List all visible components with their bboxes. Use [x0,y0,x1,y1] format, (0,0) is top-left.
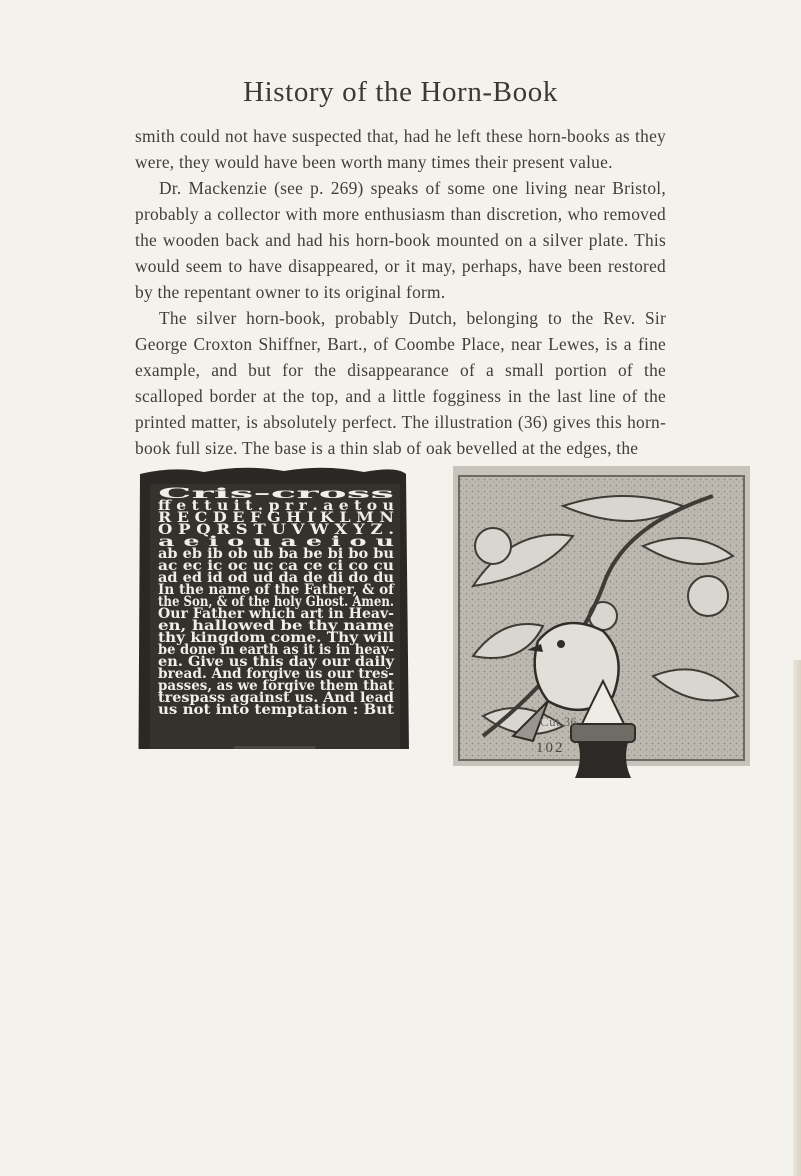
blackletter-line: Cris-cross [158,486,395,502]
blackletter-line: O P Q R S T U V W X Y Z . [158,522,394,538]
horn-book-back-figure [453,466,750,778]
blackletter-line: be done in earth as it is in heav- [158,642,395,658]
blackletter-line: trespass against us. And lead [158,690,395,706]
body-text [135,123,666,461]
carved-back-illustration [453,466,750,778]
blackletter-line: R E C D E F G H I K L M N [158,510,395,526]
blackletter-line: ab eb ib ob ub ba be bi bo bu [158,546,394,562]
blackletter-line: ff e t t u i t . p r r . a e t o u [158,498,394,514]
blackletter-line: thy kingdom come. Thy will [158,630,394,646]
blackletter-line: ac ec ic oc uc ca ce ci co cu [158,558,394,574]
blackletter-line: In the name of the Father, & of [158,582,395,598]
blackletter-line: the Son, & of the holy Ghost. Amen. [158,594,394,610]
horn-book-front-figure [134,464,418,749]
paragraph-3: The silver horn-book, probably Dutch, belonging to the Rev. Sir George Croxton Shiffner, Bart., of Coombe Place, near Lewes, is a fine example, and but for the disappearance of a small portion of the scalloped border at the top, and a little fogginess in the last line of the printed matter, is absolutely perfect. The illustration (36) gives this horn-book full size. The base is a thin slab of oak bevelled at the edges, the [135,308,666,458]
paragraph-1: smith could not have suspected that, had he left these horn-books as they were, they would have been worth many times their present value. [135,126,666,172]
page-number: 102 [536,740,565,756]
page-edge [793,660,801,1176]
blackletter-line: passes, as we forgive them that [158,678,395,694]
blackletter-line: a e i o u a e i o u [158,534,394,550]
blackletter-line: us not into temptation : But [158,702,395,718]
running-head: History of the Horn-Book [243,76,558,108]
blackletter-text-lines [158,486,395,718]
blackletter-line: bread. And forgive us our tres- [158,666,395,682]
figure-caption: Cut 36. [540,714,582,729]
blackletter-line: en. Give us this day our daily [158,654,395,670]
blackletter-line: Our Father which art in Heav- [158,606,395,622]
blackletter-line: ad ed id od ud da de di do du [158,570,394,586]
paragraph-2: Dr. Mackenzie (see p. 269) speaks of some one living near Bristol, probably a collector with more enthusiasm than discretion, who removed the wooden back and had his horn-book mounted on a silver plate. This would seem to have disappeared, or it may, perhaps, have been restored by the repentant owner to its original form. [135,178,666,302]
blackletter-line: en, hallowed be thy name [158,618,395,634]
horn-book-front-illustration [134,464,418,749]
